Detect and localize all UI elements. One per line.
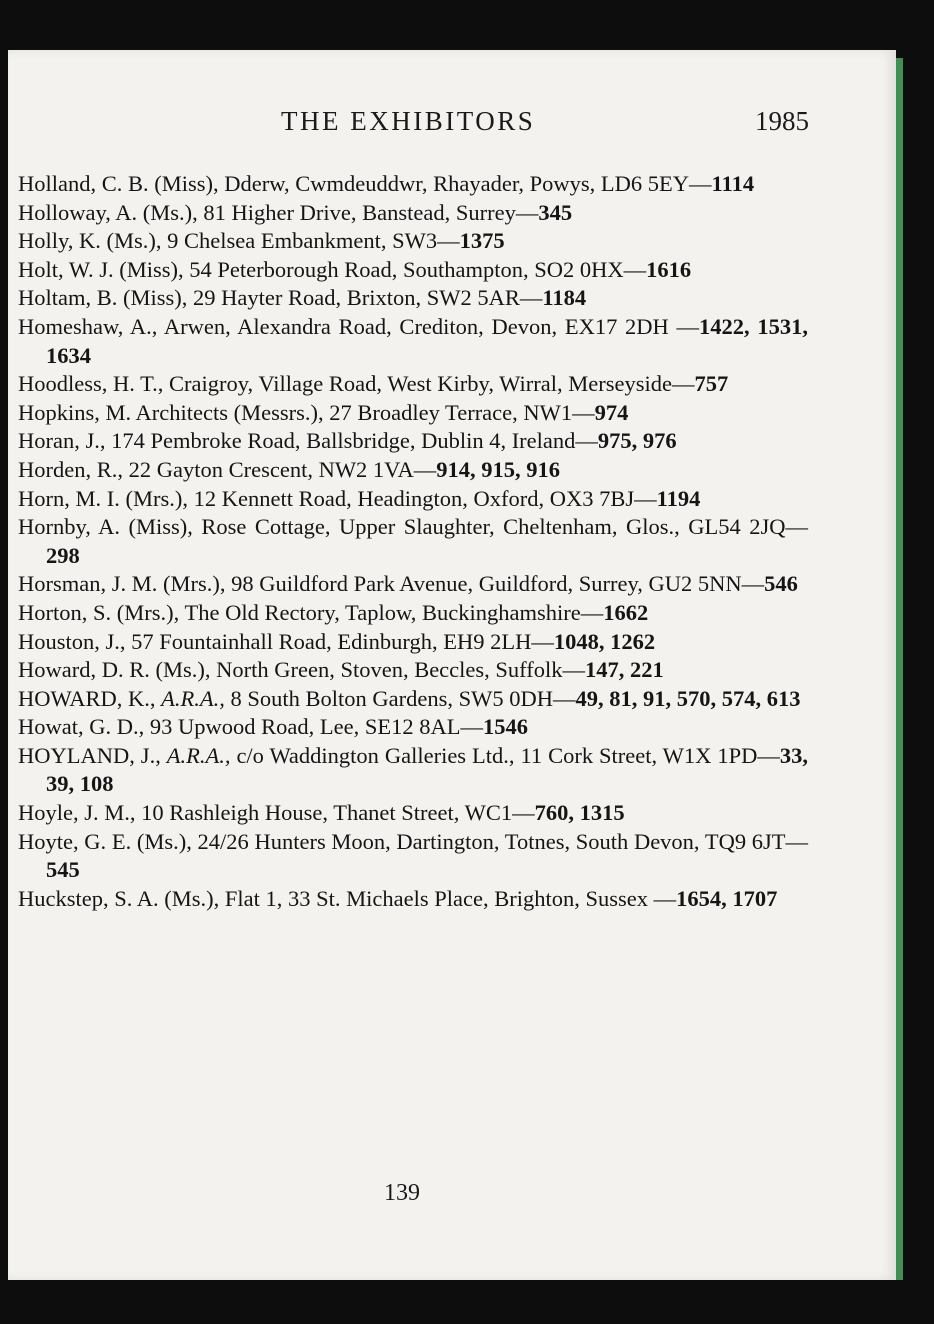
exhibitor-entry bbox=[18, 656, 808, 685]
exhibitor-entry bbox=[18, 599, 808, 628]
academy-title: A.R.A., bbox=[166, 742, 231, 768]
exhibitor-list bbox=[18, 170, 808, 913]
exhibitor-details: Horn, M. I. (Mrs.), 12 Kennett Road, Headington, Oxford, OX3 7BJ— bbox=[18, 485, 657, 511]
exhibitor-entry bbox=[18, 885, 808, 914]
exhibitor-entry bbox=[18, 799, 808, 828]
exhibitor-details: Houston, J., 57 Fountainhall Road, Edinburgh, EH9 2LH— bbox=[18, 628, 554, 654]
catalogue-numbers: 1184 bbox=[542, 285, 587, 311]
exhibitor-address: c/o Waddington Galleries Ltd., 11 Cork Street, W1X 1PD— bbox=[230, 742, 780, 768]
exhibitor-details: Homeshaw, A., Arwen, Alexandra Road, Crediton, Devon, EX17 2DH — bbox=[18, 313, 700, 339]
exhibitor-entry bbox=[18, 199, 808, 228]
catalogue-numbers: 1662 bbox=[603, 599, 649, 625]
exhibitor-details: Hoyle, J. M., 10 Rashleigh House, Thanet Street, WC1— bbox=[18, 800, 535, 826]
page-title: THE EXHIBITORS bbox=[281, 106, 536, 136]
catalogue-numbers: 975, 976 bbox=[597, 428, 677, 454]
exhibitor-details: Horsman, J. M. (Mrs.), 98 Guildford Park Avenue, Guildford, Surrey, GU2 5NN— bbox=[18, 571, 765, 597]
exhibitor-entry bbox=[18, 284, 808, 313]
catalogue-numbers: 1375 bbox=[459, 228, 505, 254]
exhibitor-entry bbox=[18, 313, 808, 370]
catalogue-numbers: 1654, 1707 bbox=[676, 885, 778, 911]
catalogue-numbers: 974 bbox=[594, 399, 629, 425]
exhibitor-details: Holtam, B. (Miss), 29 Hayter Road, Brixton, SW2 5AR— bbox=[18, 285, 543, 311]
exhibitor-entry bbox=[18, 399, 808, 428]
exhibitor-entry bbox=[18, 256, 808, 285]
exhibitor-details: Holt, W. J. (Miss), 54 Peterborough Road, Southampton, SO2 0HX— bbox=[18, 256, 647, 282]
exhibitor-entry bbox=[18, 513, 808, 570]
catalogue-numbers: 298 bbox=[46, 542, 80, 568]
exhibitor-details: Holland, C. B. (Miss), Dderw, Cwmdeuddwr, Rhayader, Powys, LD6 5EY— bbox=[18, 171, 712, 196]
green-page-edge bbox=[896, 58, 903, 1280]
exhibitor-entry bbox=[18, 370, 808, 399]
exhibitor-entry bbox=[18, 628, 808, 657]
exhibitor-details: Horden, R., 22 Gayton Crescent, NW2 1VA— bbox=[18, 456, 437, 482]
exhibitor-entry bbox=[18, 570, 808, 599]
catalogue-numbers: 1616 bbox=[646, 256, 692, 282]
catalogue-numbers: 33, 39, 108 bbox=[46, 742, 808, 797]
exhibitor-details: Howard, D. R. (Ms.), North Green, Stoven, Beccles, Suffolk— bbox=[18, 657, 585, 683]
exhibitor-details: Huckstep, S. A. (Ms.), Flat 1, 33 St. Michaels Place, Brighton, Sussex — bbox=[18, 885, 677, 911]
catalogue-numbers: 1114 bbox=[711, 171, 755, 196]
exhibitor-details: Horan, J., 174 Pembroke Road, Ballsbridge, Dublin 4, Ireland— bbox=[18, 428, 598, 454]
exhibitor-details: Howat, G. D., 93 Upwood Road, Lee, SE12 8AL— bbox=[18, 714, 483, 740]
exhibitor-details: Holloway, A. (Ms.), 81 Higher Drive, Banstead, Surrey— bbox=[18, 199, 539, 225]
catalogue-numbers: 545 bbox=[46, 857, 80, 883]
catalogue-numbers: 1546 bbox=[482, 714, 528, 740]
exhibitor-entry bbox=[18, 485, 808, 514]
exhibitor-entry bbox=[18, 742, 808, 799]
exhibitor-details: HOWARD, K., bbox=[18, 685, 162, 711]
catalogue-numbers: 757 bbox=[694, 371, 729, 397]
page-number: 139 bbox=[384, 1180, 420, 1206]
catalogue-numbers: 760, 1315 bbox=[534, 800, 625, 826]
exhibitor-details: Hoodless, H. T., Craigroy, Village Road, West Kirby, Wirral, Merseyside— bbox=[18, 371, 695, 397]
exhibitor-entry bbox=[18, 227, 808, 256]
exhibitor-details: HOYLAND, J., bbox=[18, 742, 167, 768]
exhibitor-entry bbox=[18, 828, 808, 885]
catalogue-numbers: 49, 81, 91, 570, 574, 613 bbox=[575, 685, 801, 711]
exhibitor-details: Holly, K. (Ms.), 9 Chelsea Embankment, SW3— bbox=[18, 228, 460, 254]
exhibitor-entry bbox=[18, 456, 808, 485]
exhibitor-entry bbox=[18, 713, 808, 742]
exhibitor-details: Hopkins, M. Architects (Messrs.), 27 Broadley Terrace, NW1— bbox=[18, 399, 595, 425]
exhibitor-entry bbox=[18, 170, 808, 199]
header-year: 1985 bbox=[755, 106, 809, 136]
book-page bbox=[8, 50, 896, 1280]
exhibitor-address: 8 South Bolton Gardens, SW5 0DH— bbox=[224, 685, 576, 711]
catalogue-numbers: 1048, 1262 bbox=[553, 628, 656, 654]
catalogue-numbers: 914, 915, 916 bbox=[436, 456, 561, 482]
academy-title: A.R.A., bbox=[161, 685, 225, 711]
exhibitor-entry bbox=[18, 685, 808, 714]
catalogue-numbers: 1422, 1531, 1634 bbox=[46, 313, 808, 368]
catalogue-numbers: 546 bbox=[764, 571, 798, 597]
exhibitor-details: Hornby, A. (Miss), Rose Cottage, Upper Slaughter, Cheltenham, Glos., GL54 2JQ— bbox=[18, 514, 808, 540]
exhibitor-details: Horton, S. (Mrs.), The Old Rectory, Taplow, Buckinghamshire— bbox=[18, 599, 604, 625]
exhibitor-details: Hoyte, G. E. (Ms.), 24/26 Hunters Moon, Dartington, Totnes, South Devon, TQ9 6JT— bbox=[18, 828, 808, 854]
catalogue-numbers: 147, 221 bbox=[585, 657, 664, 683]
catalogue-numbers: 1194 bbox=[656, 485, 701, 511]
exhibitor-entry bbox=[18, 427, 808, 456]
catalogue-numbers: 345 bbox=[538, 199, 573, 225]
